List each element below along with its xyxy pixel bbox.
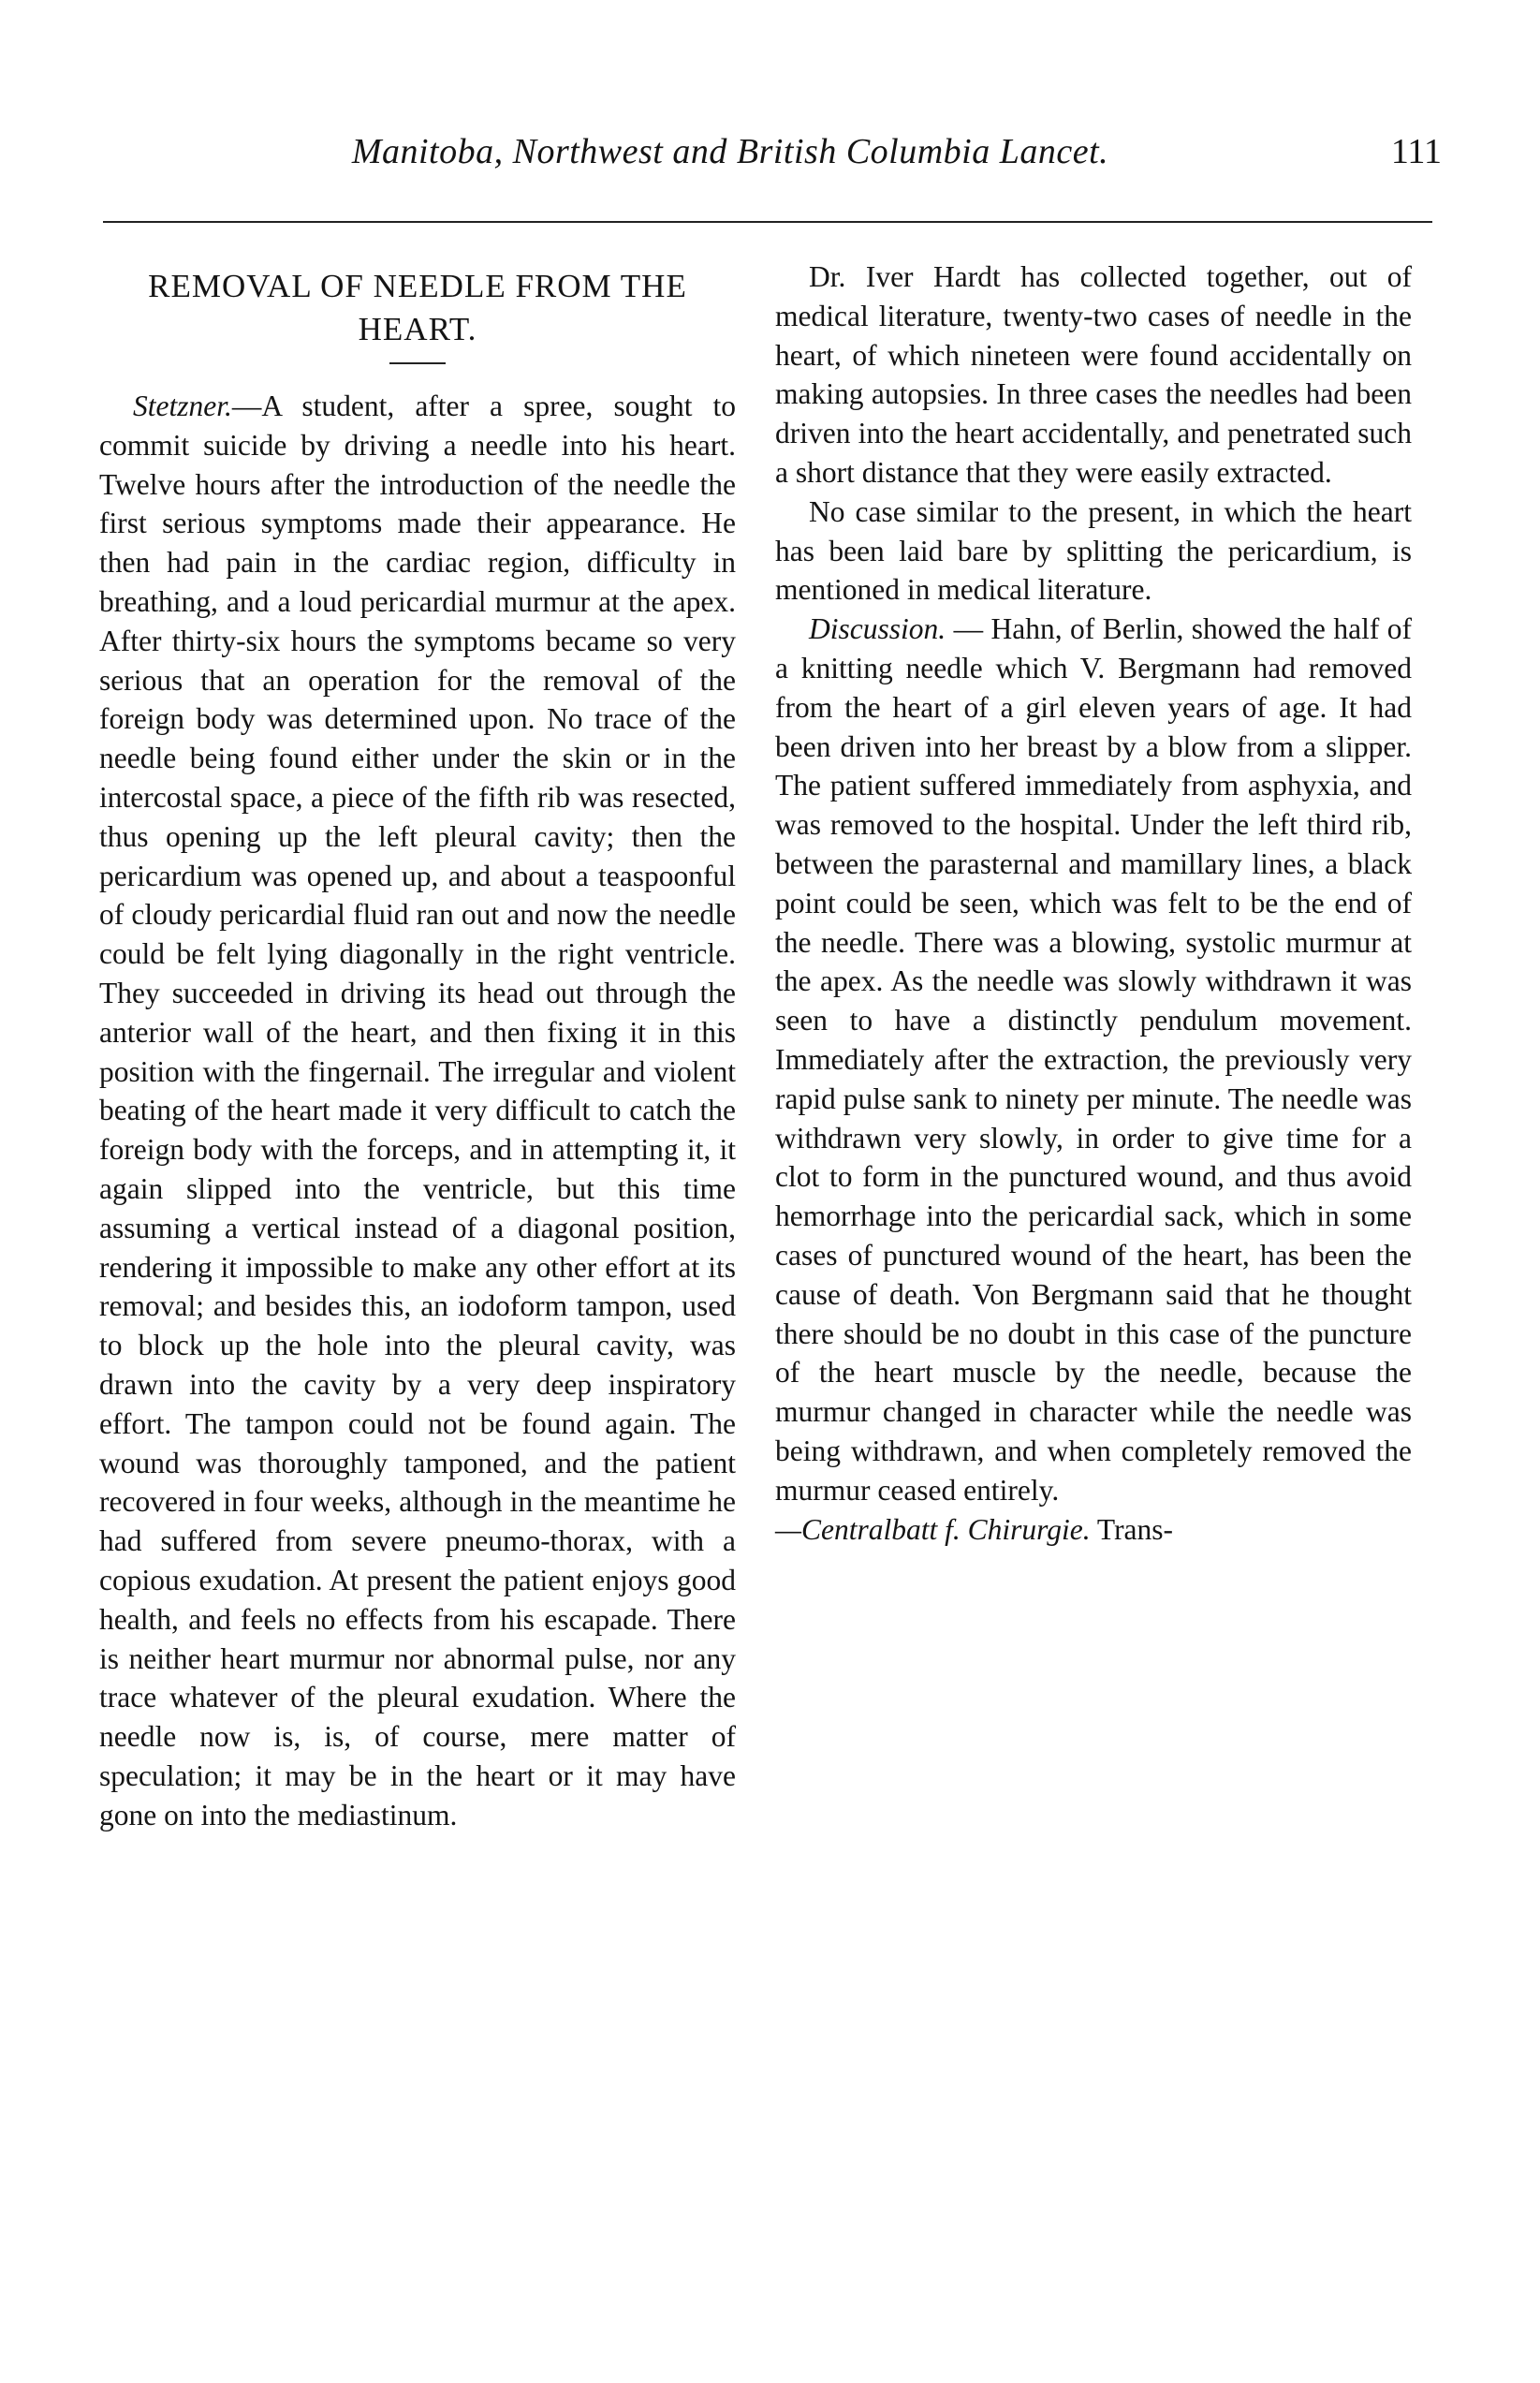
paragraph-3: No case similar to the present, in which the heart has been laid bare by splitting the pericardium, is mentioned in medical literature.: [775, 494, 1412, 607]
paragraph-1: [99, 387, 736, 1834]
title-rule: [389, 362, 446, 364]
source-journal: —Centralbatt f. Chirurgie.: [775, 1512, 1091, 1546]
paragraph-4: [775, 610, 1412, 1509]
source-trailing: Trans-: [1090, 1512, 1174, 1546]
page-number: 111: [1390, 132, 1442, 171]
paragraph-1-text: —A student, after a spree, sought to commit suicide by driving a needle into his heart. Twelve hours after the introduction of the needle the first serious symptoms made their appearance. He then had pain in the cardiac region, difficulty in breathing, and a loud pericardial murmur at the apex. After thirty-six hours the symptoms became so very serious that an operation for the removal of the foreign body was determined upon. No trace of the needle being found either under the skin or in the intercostal space, a piece of the fifth rib was resected, thus opening up the left pleural cavity; then the pericardium was opened up, and about a teaspoonful of cloudy pericardial fluid ran out and now the needle could be felt lying diagonally in the right ventricle. They succeeded in driving its head out through the anterior wall of the heart, and then fixing it in this position with the fingernail. The irregular and violent beating of the heart made it very difficult to catch the foreign body with the forceps, and in attempting it, it again slipped into the ventricle, but this time assuming a vertical instead of a diagonal position, rendering it impossible to make any other effort at its removal; and besides this, an iodoform tampon, used to block up the hole into the pleural cavity, was drawn into the cavity by a very deep inspiratory effort. The tampon could not be found again. The wound was thoroughly tamponed, and the patient recovered in four weeks, although in the meantime he had suffered from severe pneumo-thorax, with a copious exudation. At present the patient enjoys good health, and feels no effects from his escapade. There is neither heart murmur nor abnormal pulse, nor any trace whatever of the pleural exudation. Where the needle now is, is, of course, mere matter of speculation; it may be in the heart or it may have gone on into the mediastinum.: [99, 390, 736, 1831]
source-line: [775, 1510, 1412, 1550]
running-title: Manitoba, Northwest and British Columbia Lancet.: [351, 132, 1109, 171]
article-title: REMOVAL OF NEEDLE FROM THE HEART.: [148, 268, 687, 347]
paragraph-2: Dr. Iver Hardt has collected together, out of medical literature, twenty-two cases of needle in the heart, of which nineteen were found accidentally on making autopsies. In three cases the needles had been driven into the heart accidentally, and penetrated such a short distance that they were easily extracted.: [775, 260, 1412, 489]
right-column: [775, 257, 1412, 1549]
paragraph-4-text: — Hahn, of Berlin, showed the half of a knitting needle which V. Bergmann had removed from the heart of a girl eleven years of age. It had been driven into her breast by a blow from a slipper. The patient suffered immediately from asphyxia, and was removed to the hospital. Under the left third rib, between the parasternal and mamillary lines, a black point could be seen, which was felt to be the end of the needle. There was a blowing, systolic murmur at the apex. As the needle was slowly withdrawn it was seen to have a distinctly pendulum movement. Immediately after the extraction, the previously very rapid pulse sank to ninety per minute. The needle was withdrawn very slowly, in order to give time for a clot to form in the punctured wound, and thus avoid hemorrhage into the pericardial sack, which in some cases of punctured wound of the heart, has been the cause of death. Von Bergmann said that he thought there should be no doubt in this case of the puncture of the heart muscle by the needle, because the murmur changed in character while the needle was being withdrawn, and when completely removed the murmur ceased entirely.: [775, 612, 1412, 1507]
header-rule: [103, 221, 1432, 223]
running-head: [94, 112, 1442, 187]
left-column: [99, 257, 736, 1834]
discussion-label: Discussion.: [809, 612, 946, 646]
lead-author: Stetzner.: [133, 390, 232, 422]
